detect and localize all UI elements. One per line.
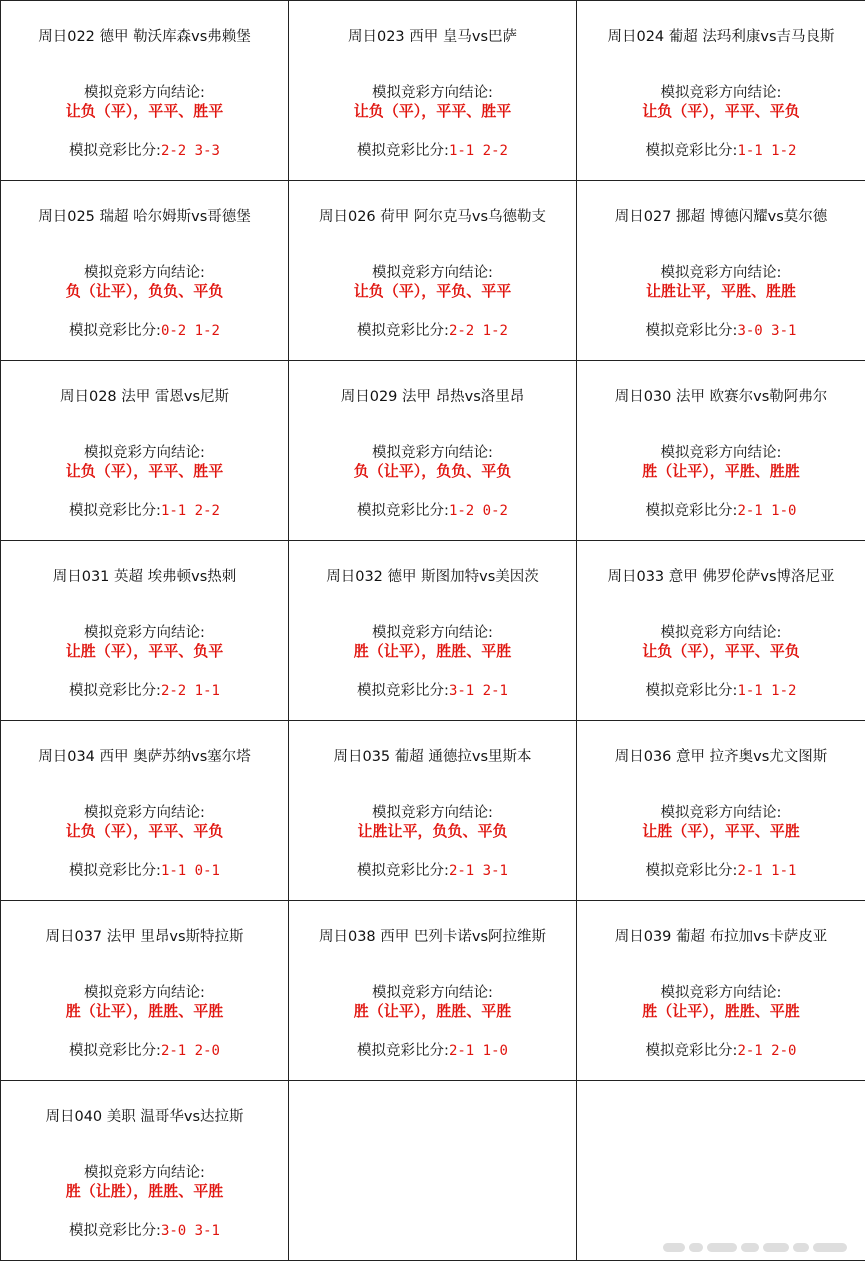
watermark <box>647 1241 847 1253</box>
score-label: 模拟竞彩比分: <box>645 143 738 159</box>
match-title: 周日037 法甲 里昂vs斯特拉斯 <box>45 929 244 945</box>
direction-conclusion: 让胜（平），平平、平胜 <box>642 822 800 840</box>
score-values: 3-1 2-1 <box>448 683 508 699</box>
match-title: 周日033 意甲 佛罗伦萨vs博洛尼亚 <box>607 569 835 585</box>
direction-label: 模拟竞彩方向结论: <box>84 265 205 281</box>
direction-label: 模拟竞彩方向结论: <box>372 625 493 641</box>
score-line <box>289 139 576 160</box>
direction-label: 模拟竞彩方向结论: <box>660 625 782 641</box>
score-line <box>289 319 576 340</box>
match-cell <box>1 541 289 721</box>
score-values: 1-1 2-2 <box>448 143 508 159</box>
match-title: 周日032 德甲 斯图加特vs美因茨 <box>326 569 539 585</box>
empty-cell <box>577 1081 865 1261</box>
match-cell <box>1 1081 289 1261</box>
score-values: 2-2 1-2 <box>448 323 508 339</box>
match-title: 周日022 德甲 勒沃库森vs弗赖堡 <box>38 29 251 45</box>
direction-label: 模拟竞彩方向结论: <box>372 445 493 461</box>
direction-conclusion: 胜（让平），平胜、胜胜 <box>642 462 800 480</box>
direction-label: 模拟竞彩方向结论: <box>660 985 782 1001</box>
direction-conclusion: 胜（让平），胜胜、平胜 <box>65 1002 224 1020</box>
direction-conclusion: 让负（平），平平、平负 <box>65 822 224 840</box>
direction-label: 模拟竞彩方向结论: <box>84 985 205 1001</box>
score-line <box>577 859 865 880</box>
match-title: 周日036 意甲 拉齐奥vs尤文图斯 <box>614 749 828 765</box>
direction-conclusion: 让胜（平），平平、负平 <box>65 642 224 660</box>
direction-label: 模拟竞彩方向结论: <box>84 1165 205 1181</box>
direction-conclusion: 让负（平），平平、胜平 <box>353 102 512 120</box>
score-label: 模拟竞彩比分: <box>357 1043 449 1059</box>
match-cell <box>577 901 865 1081</box>
score-line <box>289 499 576 520</box>
score-line <box>577 679 865 700</box>
score-line <box>1 859 288 880</box>
score-values: 2-1 2-0 <box>737 1043 797 1059</box>
match-title: 周日031 英超 埃弗顿vs热刺 <box>52 569 237 585</box>
match-cell <box>577 1 865 181</box>
score-values: 0-2 1-2 <box>160 323 220 339</box>
score-line <box>577 319 865 340</box>
match-cell <box>1 721 289 901</box>
score-label: 模拟竞彩比分: <box>69 863 161 879</box>
match-title: 周日029 法甲 昂热vs洛里昂 <box>340 389 525 405</box>
score-line <box>1 139 288 160</box>
match-title: 周日026 荷甲 阿尔克马vs乌德勒支 <box>318 209 547 225</box>
match-cell <box>289 541 577 721</box>
direction-conclusion: 让负（平），平平、胜平 <box>65 462 224 480</box>
match-title: 周日034 西甲 奥萨苏纳vs塞尔塔 <box>38 749 251 765</box>
match-title: 周日028 法甲 雷恩vs尼斯 <box>59 389 230 405</box>
score-values: 1-2 0-2 <box>448 503 508 519</box>
score-values: 2-1 2-0 <box>160 1043 220 1059</box>
score-values: 2-1 3-1 <box>448 863 508 879</box>
score-label: 模拟竞彩比分: <box>69 503 161 519</box>
match-cell <box>1 901 289 1081</box>
direction-conclusion: 胜（让平），胜胜、平胜 <box>353 642 512 660</box>
score-values: 2-1 1-0 <box>448 1043 508 1059</box>
direction-label: 模拟竞彩方向结论: <box>372 805 493 821</box>
direction-conclusion: 让胜让平，负负、平负 <box>357 822 508 840</box>
direction-label: 模拟竞彩方向结论: <box>84 85 205 101</box>
score-label: 模拟竞彩比分: <box>357 863 449 879</box>
score-label: 模拟竞彩比分: <box>357 503 449 519</box>
direction-conclusion: 让负（平），平平、平负 <box>642 102 800 120</box>
score-line <box>577 139 865 160</box>
score-line <box>1 1219 288 1240</box>
match-cell <box>577 721 865 901</box>
score-label: 模拟竞彩比分: <box>69 143 161 159</box>
direction-conclusion: 负（让平），负负、平负 <box>353 462 512 480</box>
direction-label: 模拟竞彩方向结论: <box>660 445 782 461</box>
score-values: 1-1 2-2 <box>160 503 220 519</box>
score-line <box>289 1039 576 1060</box>
empty-cell <box>289 1081 577 1261</box>
match-cell <box>289 181 577 361</box>
score-values: 2-2 3-3 <box>160 143 220 159</box>
score-line <box>577 499 865 520</box>
match-title: 周日024 葡超 法玛利康vs吉马良斯 <box>607 29 835 45</box>
score-line <box>289 859 576 880</box>
direction-label: 模拟竞彩方向结论: <box>372 985 493 1001</box>
score-label: 模拟竞彩比分: <box>69 683 161 699</box>
score-label: 模拟竞彩比分: <box>645 323 738 339</box>
score-label: 模拟竞彩比分: <box>69 323 161 339</box>
score-values: 3-0 3-1 <box>160 1223 220 1239</box>
score-values: 1-1 1-2 <box>737 143 797 159</box>
match-title: 周日040 美职 温哥华vs达拉斯 <box>45 1109 244 1125</box>
match-title: 周日030 法甲 欧赛尔vs勒阿弗尔 <box>614 389 828 405</box>
direction-label: 模拟竞彩方向结论: <box>660 805 782 821</box>
direction-conclusion: 让负（平），平负、平平 <box>353 282 512 300</box>
score-line <box>1 1039 288 1060</box>
score-label: 模拟竞彩比分: <box>645 503 738 519</box>
direction-label: 模拟竞彩方向结论: <box>660 265 782 281</box>
score-line <box>289 679 576 700</box>
match-title: 周日025 瑞超 哈尔姆斯vs哥德堡 <box>38 209 251 225</box>
direction-label: 模拟竞彩方向结论: <box>84 445 205 461</box>
score-label: 模拟竞彩比分: <box>69 1043 161 1059</box>
match-cell <box>289 1 577 181</box>
direction-label: 模拟竞彩方向结论: <box>84 805 205 821</box>
score-line <box>1 499 288 520</box>
score-values: 3-0 3-1 <box>737 323 797 339</box>
direction-conclusion: 让负（平），平平、胜平 <box>65 102 224 120</box>
match-title: 周日035 葡超 通德拉vs里斯本 <box>333 749 532 765</box>
score-label: 模拟竞彩比分: <box>69 1223 161 1239</box>
score-values: 1-1 1-2 <box>737 683 797 699</box>
match-cell <box>577 181 865 361</box>
direction-conclusion: 让负（平），平平、平负 <box>642 642 800 660</box>
match-cell <box>1 1 289 181</box>
direction-conclusion: 胜（让平），胜胜、平胜 <box>642 1002 800 1020</box>
match-cell <box>1 361 289 541</box>
score-label: 模拟竞彩比分: <box>645 1043 738 1059</box>
match-cell <box>577 541 865 721</box>
score-line <box>577 1039 865 1060</box>
direction-conclusion: 负（让平），负负、平负 <box>65 282 224 300</box>
direction-conclusion: 让胜让平，平胜、胜胜 <box>645 282 796 300</box>
score-values: 2-1 1-1 <box>737 863 797 879</box>
match-cell <box>289 901 577 1081</box>
direction-label: 模拟竞彩方向结论: <box>372 85 493 101</box>
score-values: 2-2 1-1 <box>160 683 220 699</box>
direction-conclusion: 胜（让平），胜胜、平胜 <box>353 1002 512 1020</box>
match-cell <box>289 361 577 541</box>
score-label: 模拟竞彩比分: <box>357 683 449 699</box>
score-label: 模拟竞彩比分: <box>645 683 738 699</box>
match-title: 周日027 挪超 博德闪耀vs莫尔德 <box>614 209 828 225</box>
match-cell <box>289 721 577 901</box>
match-title: 周日038 西甲 巴列卡诺vs阿拉维斯 <box>318 929 547 945</box>
direction-label: 模拟竞彩方向结论: <box>372 265 493 281</box>
match-cell <box>577 361 865 541</box>
score-line <box>1 679 288 700</box>
match-title: 周日023 西甲 皇马vs巴萨 <box>347 29 518 45</box>
score-label: 模拟竞彩比分: <box>645 863 738 879</box>
direction-label: 模拟竞彩方向结论: <box>660 85 782 101</box>
match-title: 周日039 葡超 布拉加vs卡萨皮亚 <box>614 929 828 945</box>
score-line <box>1 319 288 340</box>
direction-conclusion: 胜（让胜），胜胜、平胜 <box>65 1182 224 1200</box>
match-cell <box>1 181 289 361</box>
score-values: 2-1 1-0 <box>737 503 797 519</box>
score-label: 模拟竞彩比分: <box>357 323 449 339</box>
score-values: 1-1 0-1 <box>160 863 220 879</box>
score-label: 模拟竞彩比分: <box>357 143 449 159</box>
direction-label: 模拟竞彩方向结论: <box>84 625 205 641</box>
